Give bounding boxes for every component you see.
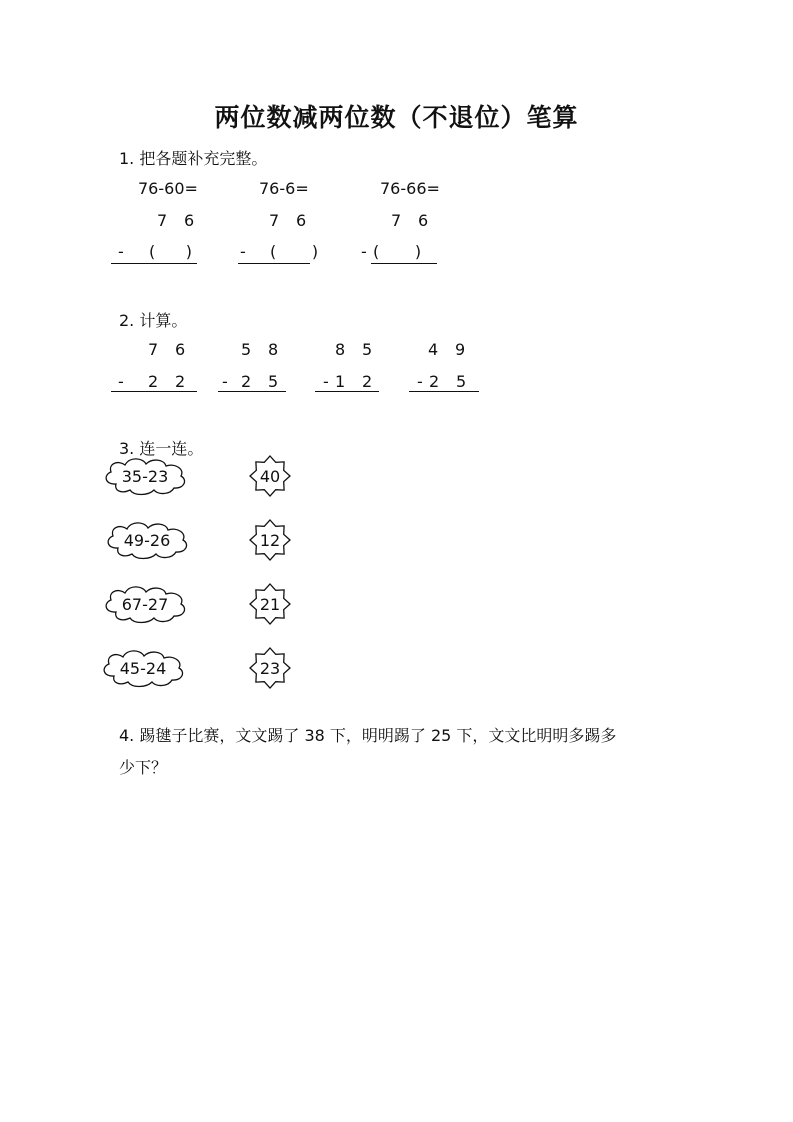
q2-top-ones-3: 5 bbox=[362, 340, 373, 359]
cloud-3-expression: 67-27 bbox=[121, 594, 169, 614]
q2-top-ones-1: 6 bbox=[175, 340, 186, 359]
q2-top-tens-2: 5 bbox=[241, 340, 252, 359]
q1-minus-1: - bbox=[118, 242, 124, 261]
page-title: 两位数减两位数（不退位）笔算 bbox=[214, 103, 579, 132]
question-2-label: 2. 计算。 bbox=[119, 311, 188, 330]
q2-top-tens-3: 8 bbox=[335, 340, 346, 359]
q2-top-tens-4: 4 bbox=[428, 340, 439, 359]
cloud-4-expression: 45-24 bbox=[119, 658, 167, 678]
q1-bracket-1: ( ) bbox=[149, 242, 192, 261]
q1-tens-1: 7 bbox=[157, 211, 168, 230]
q2-minus-4: - bbox=[417, 372, 423, 391]
q2-underline-3 bbox=[315, 391, 379, 392]
q2-bottom-tens-4: 2 bbox=[429, 372, 440, 391]
q2-bottom-ones-4: 5 bbox=[456, 372, 467, 391]
q1-bracket-2: ( ) bbox=[270, 242, 319, 261]
q1-equation-3: 76-66= bbox=[380, 179, 440, 198]
q2-underline-1 bbox=[111, 391, 197, 392]
q2-top-ones-2: 8 bbox=[268, 340, 279, 359]
q2-top-ones-4: 9 bbox=[455, 340, 466, 359]
q2-underline-2 bbox=[218, 391, 286, 392]
cloud-1-expression: 35-23 bbox=[121, 466, 169, 486]
cloud-2-expression: 49-26 bbox=[123, 530, 171, 550]
q2-bottom-ones-2: 5 bbox=[268, 372, 279, 391]
q1-equation-2: 76-6= bbox=[259, 179, 309, 198]
star-3-number: 21 bbox=[259, 594, 281, 614]
q1-tens-3: 7 bbox=[391, 211, 402, 230]
star-1-number: 40 bbox=[259, 466, 281, 486]
question-3-label: 3. 连一连。 bbox=[119, 439, 204, 458]
star-4[interactable] bbox=[248, 646, 292, 690]
cloud-2[interactable] bbox=[104, 520, 190, 560]
cloud-3[interactable] bbox=[102, 584, 188, 624]
q1-ones-2: 6 bbox=[296, 211, 307, 230]
q1-minus-3: - bbox=[361, 242, 367, 261]
question-4-line-1: 4. 踢毽子比赛，文文踢了 38 下，明明踢了 25 下，文文比明明多踢多 bbox=[119, 726, 617, 745]
q1-underline-3 bbox=[371, 263, 437, 264]
q1-equation-1: 76-60= bbox=[138, 179, 198, 198]
star-4-number: 23 bbox=[259, 658, 281, 678]
question-4-line-2: 少下？ bbox=[119, 758, 168, 777]
q2-minus-3: - bbox=[323, 372, 329, 391]
star-1[interactable] bbox=[248, 454, 292, 498]
q2-top-tens-1: 7 bbox=[148, 340, 159, 359]
q1-tens-2: 7 bbox=[269, 211, 280, 230]
cloud-4[interactable] bbox=[100, 648, 186, 688]
q1-ones-3: 6 bbox=[418, 211, 429, 230]
q2-bottom-tens-3: 1 bbox=[335, 372, 346, 391]
q2-bottom-ones-3: 2 bbox=[362, 372, 373, 391]
q1-bracket-3: ( ) bbox=[373, 242, 422, 261]
star-3[interactable] bbox=[248, 582, 292, 626]
q2-minus-1: - bbox=[118, 372, 124, 391]
q2-minus-2: - bbox=[222, 372, 228, 391]
q2-underline-4 bbox=[409, 391, 479, 392]
q1-underline-2 bbox=[238, 263, 310, 264]
q2-bottom-tens-2: 2 bbox=[241, 372, 252, 391]
q1-underline-1 bbox=[111, 263, 197, 264]
q2-bottom-ones-1: 2 bbox=[175, 372, 186, 391]
q2-bottom-tens-1: 2 bbox=[148, 372, 159, 391]
q1-minus-2: - bbox=[240, 242, 246, 261]
star-2-number: 12 bbox=[259, 530, 281, 550]
q1-ones-1: 6 bbox=[184, 211, 195, 230]
question-1-label: 1. 把各题补充完整。 bbox=[119, 149, 268, 168]
star-2[interactable] bbox=[248, 518, 292, 562]
cloud-1[interactable] bbox=[102, 456, 188, 496]
